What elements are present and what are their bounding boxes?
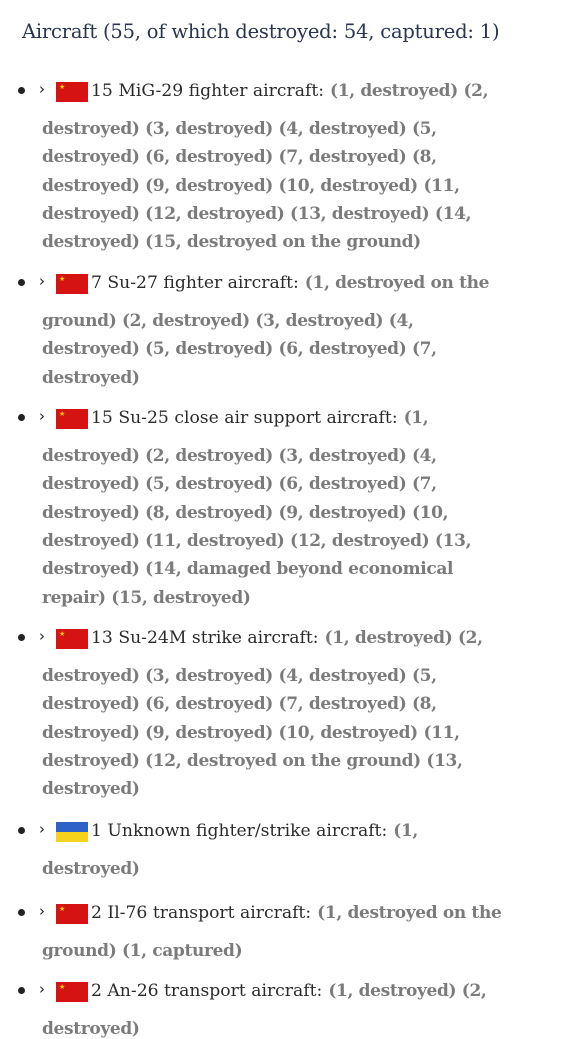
aircraft-type-title: 15 MiG-29 fighter aircraft: bbox=[91, 81, 325, 101]
loss-detail-line[interactable]: (1, bbox=[403, 408, 429, 428]
loss-detail-line[interactable]: destroyed) bbox=[42, 859, 140, 879]
ussr-flag-icon: ★ bbox=[56, 409, 88, 429]
chevron-right-icon[interactable]: › bbox=[39, 407, 45, 425]
ussr-flag-icon: ★ bbox=[56, 904, 88, 924]
loss-detail-line[interactable]: (1, destroyed on the bbox=[317, 903, 502, 923]
loss-detail-line[interactable]: destroyed) (3, destroyed) (4, destroyed) (5, bbox=[42, 666, 437, 686]
loss-detail-line[interactable]: destroyed) (2, destroyed) (3, destroyed) (4, bbox=[42, 446, 437, 466]
loss-detail-line[interactable]: (1, destroyed) (2, bbox=[324, 628, 483, 648]
loss-detail-line[interactable]: destroyed) (9, destroyed) (10, destroyed) (11, bbox=[42, 722, 460, 743]
aircraft-type-title: 2 An-26 transport aircraft: bbox=[91, 981, 323, 1001]
bullet-icon bbox=[18, 827, 25, 834]
loss-detail-line[interactable]: repair) (15, destroyed) bbox=[42, 587, 251, 608]
aircraft-type-title: 7 Su-27 fighter aircraft: bbox=[91, 273, 299, 293]
loss-detail-line[interactable]: destroyed) bbox=[42, 367, 140, 388]
ukraine-flag-icon bbox=[56, 822, 88, 842]
loss-detail-line[interactable]: (1, destroyed on the bbox=[304, 273, 490, 293]
loss-detail-line[interactable]: destroyed) (12, destroyed) (13, destroyed) (14, bbox=[42, 203, 472, 224]
chevron-right-icon[interactable]: › bbox=[39, 627, 45, 645]
loss-detail-line[interactable]: (1, bbox=[393, 821, 418, 841]
ussr-flag-icon: ★ bbox=[56, 629, 88, 649]
loss-detail-line[interactable]: destroyed) (9, destroyed) (10, destroyed) (11, bbox=[42, 175, 460, 196]
bullet-icon bbox=[18, 279, 25, 286]
ussr-flag-icon: ★ bbox=[56, 82, 88, 102]
chevron-right-icon[interactable]: › bbox=[39, 272, 45, 290]
loss-detail-line[interactable]: destroyed) bbox=[42, 1019, 140, 1039]
loss-detail-line[interactable]: (1, destroyed) (2, bbox=[328, 981, 487, 1001]
loss-detail-line[interactable]: destroyed) (3, destroyed) (4, destroyed) (5, bbox=[42, 119, 437, 139]
section-heading: Aircraft (55, of which destroyed: 54, captured: 1) bbox=[22, 20, 500, 43]
bullet-icon bbox=[18, 634, 25, 641]
loss-detail-line[interactable]: destroyed) (12, destroyed on the ground) (13, bbox=[42, 750, 463, 771]
chevron-right-icon[interactable]: › bbox=[39, 902, 45, 920]
aircraft-type-title: 1 Unknown fighter/strike aircraft: bbox=[91, 821, 388, 841]
ussr-flag-icon: ★ bbox=[56, 982, 88, 1002]
chevron-right-icon[interactable]: › bbox=[39, 80, 45, 98]
chevron-right-icon[interactable]: › bbox=[39, 980, 45, 998]
loss-detail-line[interactable]: ground) (2, destroyed) (3, destroyed) (4, bbox=[42, 311, 414, 331]
loss-detail-line[interactable]: destroyed) (6, destroyed) (7, destroyed) (8, bbox=[42, 694, 437, 715]
loss-detail-line[interactable]: destroyed) (5, destroyed) (6, destroyed) (7, bbox=[42, 474, 437, 495]
loss-detail-line[interactable]: destroyed) (14, damaged beyond economical bbox=[42, 559, 454, 580]
loss-detail-line[interactable]: destroyed) (15, destroyed on the ground) bbox=[42, 232, 421, 253]
loss-detail-line[interactable]: destroyed) (6, destroyed) (7, destroyed) (8, bbox=[42, 147, 437, 168]
bullet-icon bbox=[18, 87, 25, 94]
loss-detail-line[interactable]: destroyed) bbox=[42, 779, 140, 800]
bullet-icon bbox=[18, 987, 25, 994]
aircraft-type-title: 2 Il-76 transport aircraft: bbox=[91, 903, 312, 923]
ussr-flag-icon: ★ bbox=[56, 274, 88, 294]
loss-detail-line[interactable]: (1, destroyed) (2, bbox=[330, 81, 489, 101]
loss-detail-line[interactable]: ground) (1, captured) bbox=[42, 941, 243, 961]
bullet-icon bbox=[18, 414, 25, 421]
loss-detail-line[interactable]: destroyed) (11, destroyed) (12, destroyed) (13, bbox=[42, 530, 472, 551]
loss-detail-line[interactable]: destroyed) (5, destroyed) (6, destroyed) (7, bbox=[42, 339, 437, 360]
aircraft-type-title: 13 Su-24M strike aircraft: bbox=[91, 628, 319, 648]
bullet-icon bbox=[18, 909, 25, 916]
chevron-right-icon[interactable]: › bbox=[39, 820, 45, 838]
aircraft-type-title: 15 Su-25 close air support aircraft: bbox=[91, 408, 398, 428]
loss-detail-line[interactable]: destroyed) (8, destroyed) (9, destroyed) (10, bbox=[42, 502, 449, 523]
